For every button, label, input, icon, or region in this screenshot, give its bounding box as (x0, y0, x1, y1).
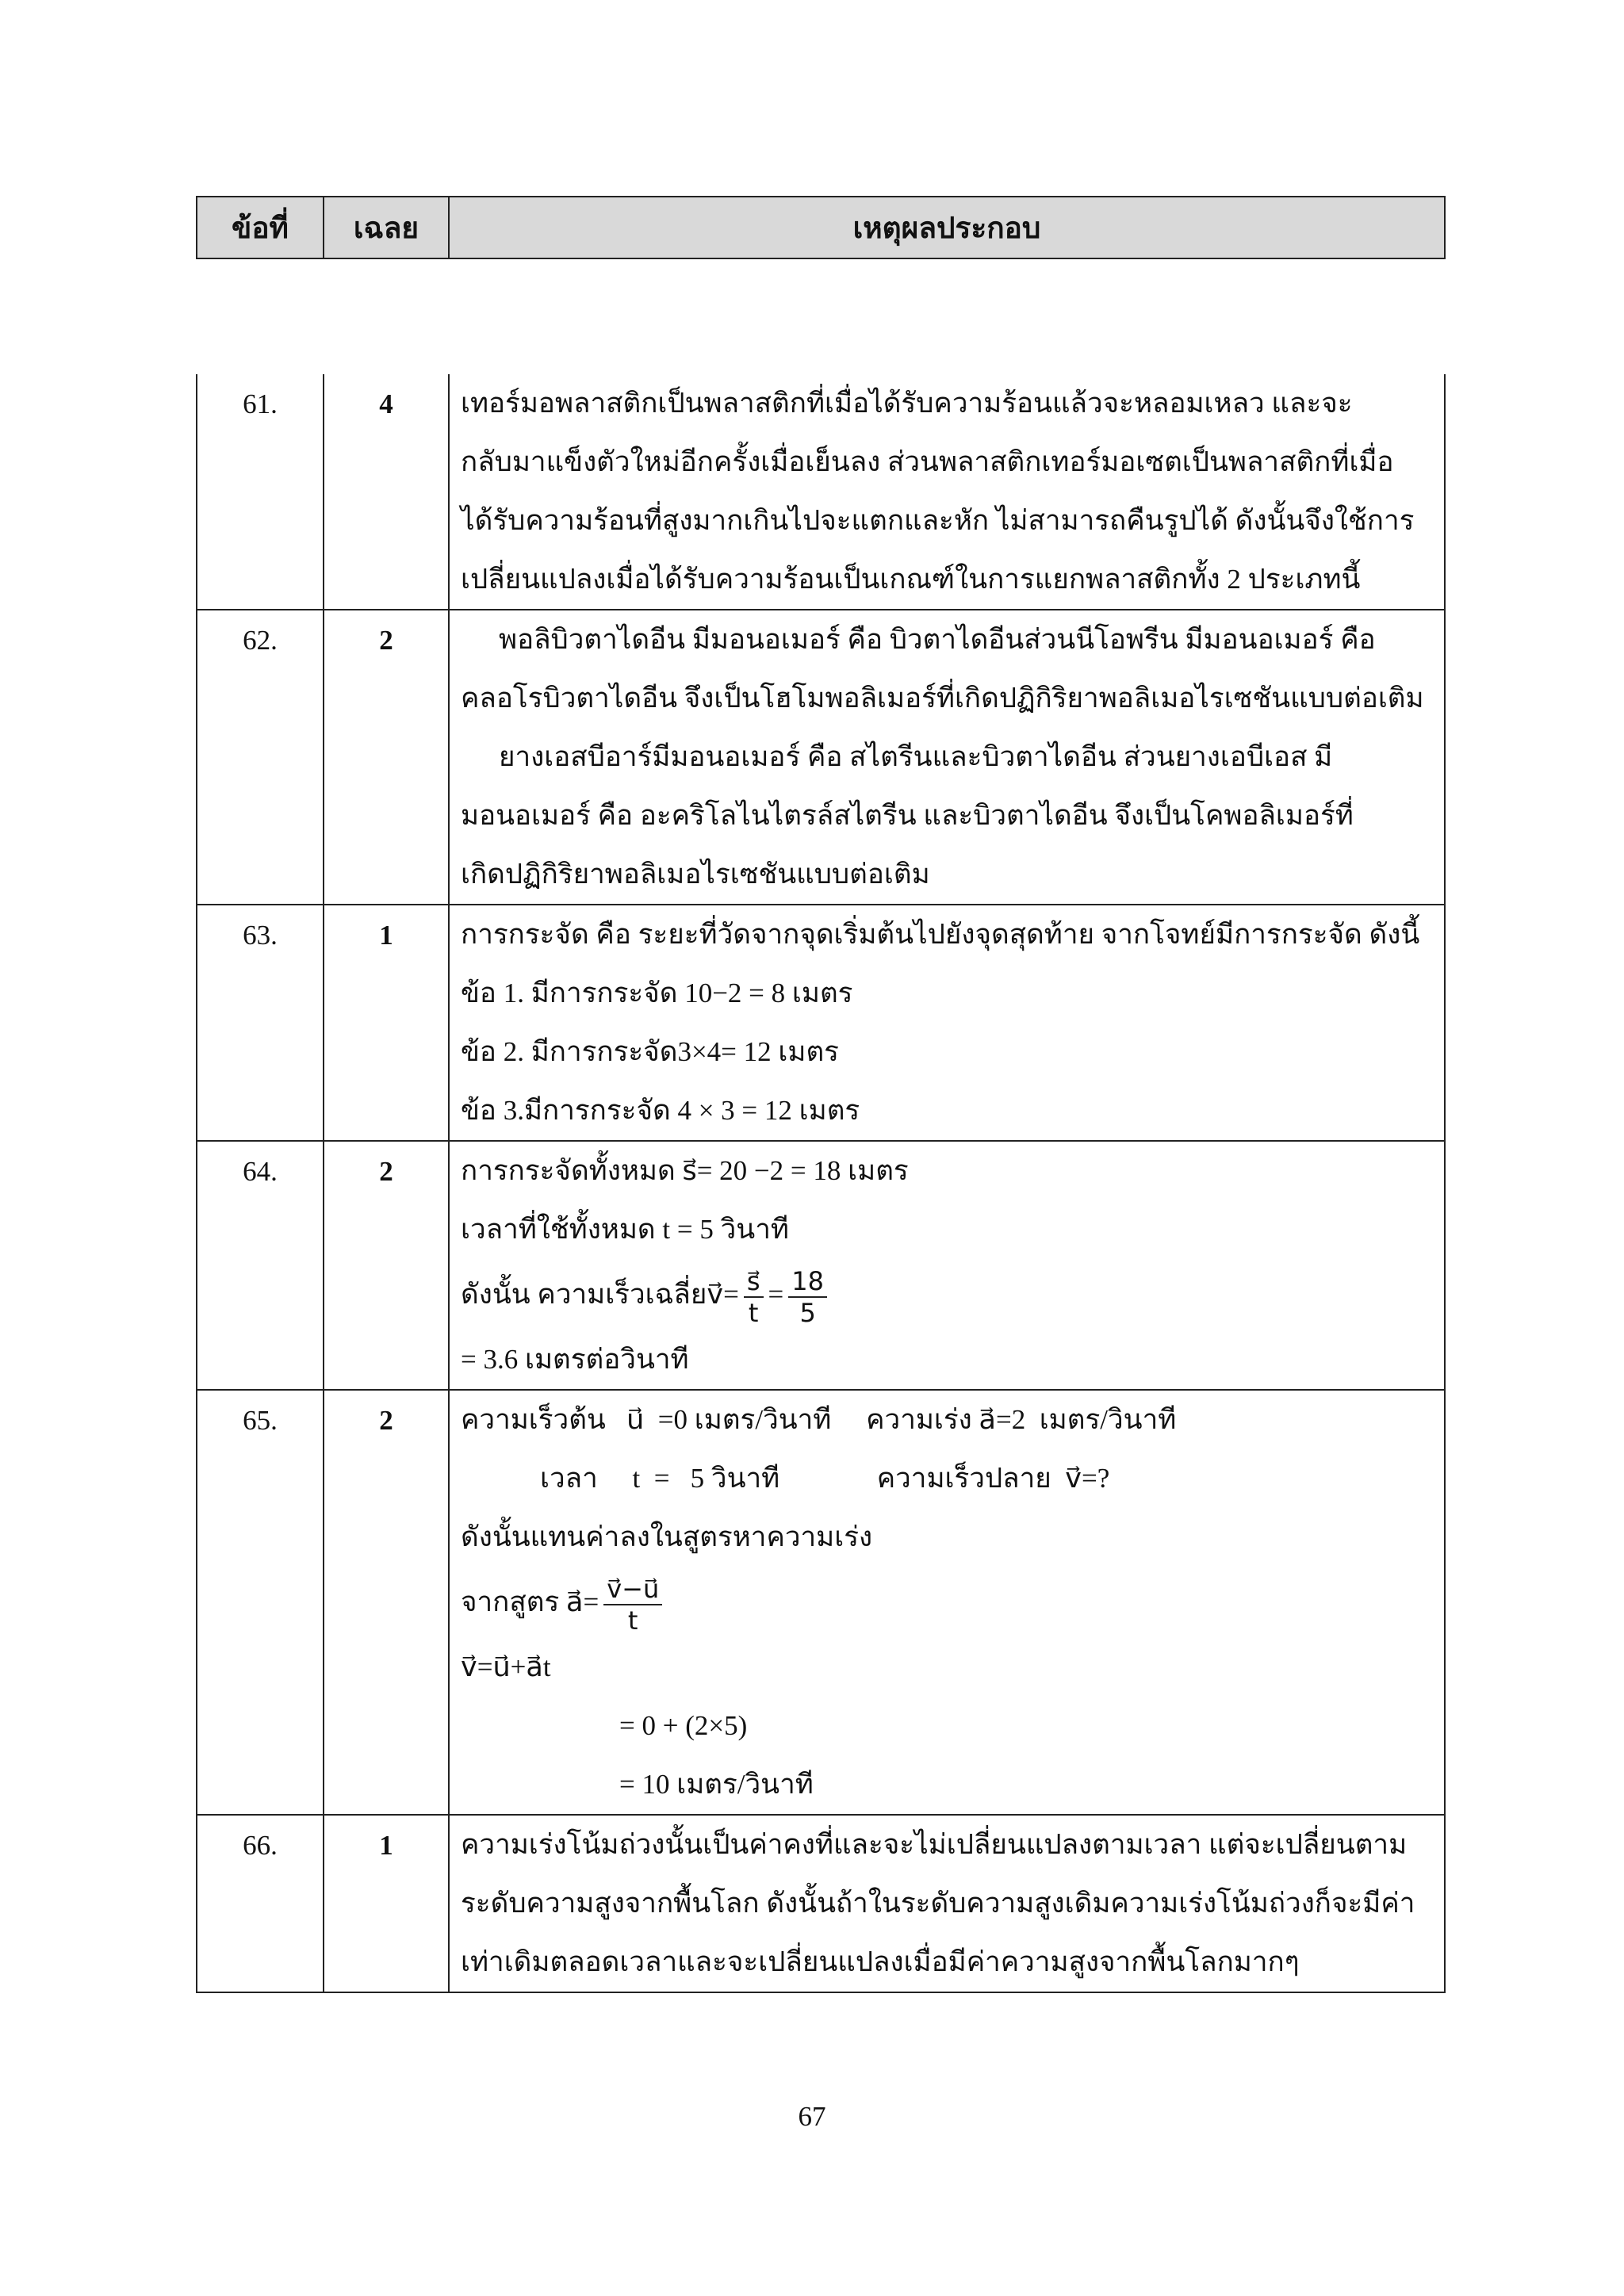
explanation-line: ข้อ 2. มีการกระจัด3×4= 12 เมตร (461, 1036, 839, 1067)
explanation-line: = 10 เมตร/วินาที (619, 1769, 814, 1800)
fraction-acceleration (603, 1574, 662, 1636)
question-number: 65. (197, 1390, 324, 1815)
explanation-line: ดังนั้นแทนค่าลงในสูตรหาความเร่ง (461, 1521, 873, 1552)
fraction-numerator: s⃗ (744, 1266, 764, 1298)
answer-key: 2 (324, 1390, 449, 1815)
question-number: 63. (197, 905, 324, 1141)
explanation-line: พอลิบิวตาไดอีน มีมอนอเมอร์ คือ บิวตาไดอีนส่วนนีโอพรีน มีมอนอเมอร์ คือ (499, 624, 1376, 655)
explanation-line: เวลาที่ใช้ทั้งหมด t = 5 วินาที (461, 1214, 789, 1245)
header-explanation: เหตุผลประกอบ (852, 212, 1041, 245)
explanation-line: การกระจัด คือ ระยะที่วัดจากจุดเริ่มต้นไปยังจุดสุดท้าย จากโจทย์มีการกระจัด ดังนี้ (461, 919, 1420, 950)
explanation (449, 1815, 1445, 1992)
table-row (197, 905, 1445, 1141)
explanation-line: เปลี่ยนแปลงเมื่อได้รับความร้อนเป็นเกณฑ์ในการแยกพลาสติกทั้ง 2 ประเภทนี้ (461, 564, 1361, 595)
explanation (449, 374, 1445, 610)
question-number: 61. (197, 374, 324, 610)
fraction-numerator: 18 (788, 1266, 827, 1298)
formula-line (461, 1567, 1433, 1638)
question-number: 62. (197, 610, 324, 905)
header-answer: เฉลย (324, 197, 450, 258)
answer-key: 2 (324, 1141, 449, 1390)
fraction-denominator: t (748, 1297, 759, 1328)
fraction-s-over-t (744, 1266, 764, 1328)
answer-table (196, 374, 1446, 1993)
explanation (449, 610, 1445, 905)
fraction-18-over-5 (788, 1266, 827, 1328)
header-question-number: ข้อที่ (197, 197, 324, 258)
table-row (197, 1815, 1445, 1992)
answer-key: 1 (324, 905, 449, 1141)
explanation-line: เวลา t = 5 วินาที ความเร็วปลาย v⃗=? (540, 1463, 1110, 1494)
explanation-line: กลับมาแข็งตัวใหม่อีกครั้งเมื่อเย็นลง ส่วนพลาสติกเทอร์มอเซตเป็นพลาสติกที่เมื่อ (461, 446, 1394, 477)
table-row (197, 1141, 1445, 1390)
answer-key: 1 (324, 1815, 449, 1992)
explanation-line: คลอโรบิวตาไดอีน จึงเป็นโฮโมพอลิเมอร์ที่เกิดปฏิกิริยาพอลิเมอไรเซชันแบบต่อเติม (461, 683, 1424, 714)
explanation-line: มอนอเมอร์ คือ อะคริโลไนไตรล์สไตรีน และบิวตาไดอีน จึงเป็นโคพอลิเมอร์ที่ (461, 800, 1354, 831)
explanation-line: ข้อ 1. มีการกระจัด 10−2 = 8 เมตร (461, 978, 853, 1008)
fraction-numerator: v⃗−u⃗ (603, 1574, 662, 1605)
table-row (197, 610, 1445, 905)
explanation-line: ความเร่งโน้มถ่วงนั้นเป็นค่าคงที่และจะไม่เปลี่ยนแปลงตามเวลา แต่จะเปลี่ยนตาม (461, 1829, 1408, 1860)
explanation-line: = 3.6 เมตรต่อวินาที (461, 1344, 689, 1375)
table-row (197, 1390, 1445, 1815)
average-velocity-line (461, 1259, 1433, 1330)
equals-sign: = (768, 1279, 784, 1310)
explanation (449, 1390, 1445, 1815)
explanation-line: เท่าเดิมตลอดเวลาและจะเปลี่ยนแปลงเมื่อมีค่าความสูงจากพื้นโลกมากๆ (461, 1946, 1300, 1977)
average-velocity-label: ดังนั้น ความเร็วเฉลี่ยv⃗= (461, 1279, 739, 1310)
page-number: 67 (798, 2101, 826, 2132)
answer-key: 4 (324, 374, 449, 610)
table-row (197, 374, 1445, 610)
explanation-line: v⃗=u⃗+a⃗t (461, 1651, 551, 1682)
question-number: 64. (197, 1141, 324, 1390)
explanation-line: เกิดปฏิกิริยาพอลิเมอไรเซชันแบบต่อเติม (461, 859, 930, 890)
fraction-denominator: 5 (799, 1297, 816, 1328)
question-number: 66. (197, 1815, 324, 1992)
explanation-line: ความเร็วต้น u⃗ =0 เมตร/วินาที ความเร่ง a⃗=2 เมตร/วินาที (461, 1404, 1177, 1435)
fraction-denominator: t (627, 1605, 638, 1636)
explanation-line: ได้รับความร้อนที่สูงมากเกินไปจะแตกและหัก ไม่สามารถคืนรูปได้ ดังนั้นจึงใช้การ (461, 505, 1415, 536)
explanation-line: = 0 + (2×5) (619, 1710, 748, 1741)
explanation-line: ข้อ 3.มีการกระจัด 4 × 3 = 12 เมตร (461, 1095, 860, 1126)
answer-table-header (196, 196, 1446, 259)
explanation (449, 905, 1445, 1141)
answer-key: 2 (324, 610, 449, 905)
explanation-line: เทอร์มอพลาสติกเป็นพลาสติกที่เมื่อได้รับความร้อนแล้วจะหลอมเหลว และจะ (461, 388, 1353, 419)
explanation-line: การกระจัดทั้งหมด s⃗= 20 −2 = 18 เมตร (461, 1155, 909, 1186)
explanation-line: ยางเอสบีอาร์มีมอนอเมอร์ คือ สไตรีนและบิวตาไดอีน ส่วนยางเอบีเอส มี (499, 741, 1333, 772)
explanation (449, 1141, 1445, 1390)
explanation-line: ระดับความสูงจากพื้นโลก ดังนั้นถ้าในระดับความสูงเดิมความเร่งโน้มถ่วงก็จะมีค่า (461, 1888, 1415, 1919)
formula-label: จากสูตร a⃗= (461, 1586, 599, 1617)
